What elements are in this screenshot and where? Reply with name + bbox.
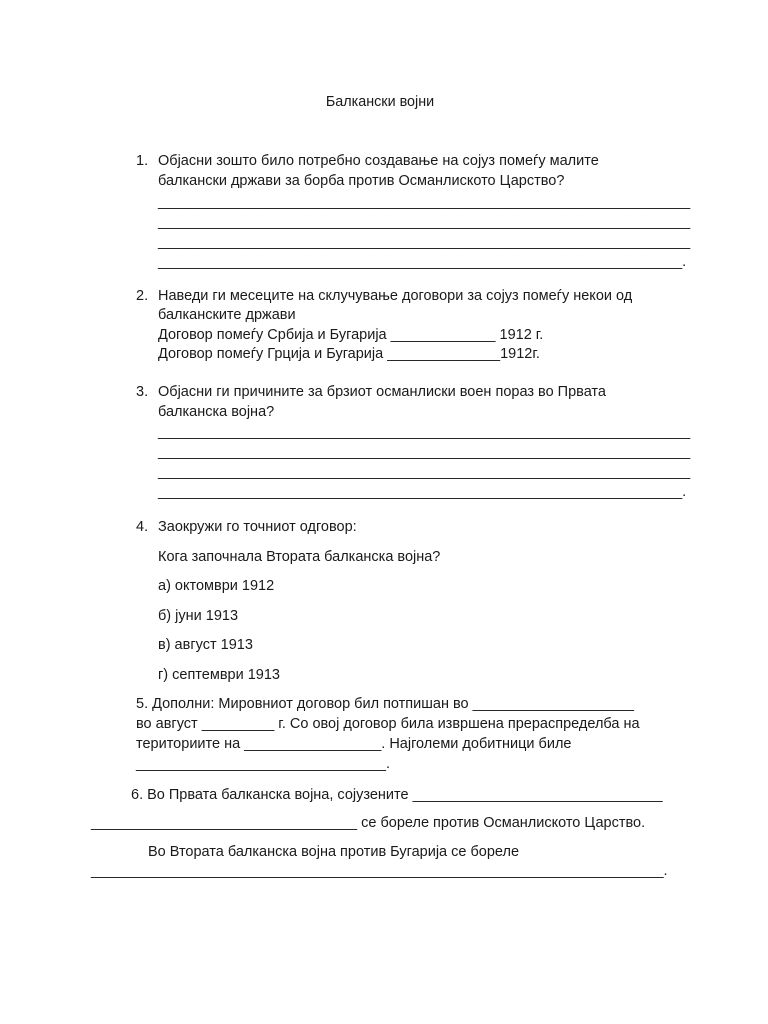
- question-number: 3.: [136, 384, 149, 400]
- question-text-line: _________________________________ се бореле против Османлиското Царство.: [91, 815, 646, 831]
- answer-line: __________________________________________________________________: [158, 214, 691, 230]
- page-title: Балкански војни: [325, 94, 435, 110]
- question-text-line: териториите на _________________. Најголеми добитници биле: [136, 736, 572, 752]
- question-text-line: балкански држави за борба против Османлиското Царство?: [158, 173, 565, 189]
- question-text-line: 5. Дополни: Мировниот договор бил потпишан во ____________________: [136, 696, 634, 712]
- question-text-line: Наведи ги месеците на склучување договори за сојуз помеѓу некои од: [158, 288, 633, 304]
- answer-option: г) септември 1913: [158, 667, 280, 683]
- question-text-line: Во Втората балканска војна против Бугарија се бореле: [148, 844, 520, 860]
- answer-line: _________________________________________________________________.: [158, 484, 687, 500]
- answer-line: __________________________________________________________________: [158, 424, 691, 440]
- question-number: 4.: [136, 519, 149, 535]
- answer-line: __________________________________________________________________: [158, 444, 691, 460]
- question-text-line: Објасни зошто било потребно создавање на сојуз помеѓу малите: [158, 153, 599, 169]
- question-text-line: Објасни ги причините за брзиот османлиски воен пораз во Првата: [158, 384, 606, 400]
- answer-option: б) јуни 1913: [158, 608, 239, 624]
- answer-line: __________________________________________________________________: [158, 194, 691, 210]
- answer-line: __________________________________________________________________: [158, 464, 691, 480]
- question-text-line: во август _________ г. Со овој договор била извршена прераспределба на: [136, 716, 640, 732]
- question-number: 2.: [136, 288, 149, 304]
- question-text-line: балканските држави: [158, 307, 296, 323]
- question-text-line: _______________________________.: [136, 756, 391, 772]
- treaty-line: Договор помеѓу Србија и Бугарија _____________ 1912 г.: [158, 327, 544, 343]
- treaty-line: Договор помеѓу Грција и Бугарија ______________1912г.: [158, 346, 540, 362]
- question-text-line: балканска војна?: [158, 404, 275, 420]
- question-text-line: 6. Во Првата балканска војна, сојузените _______________________________: [131, 787, 663, 803]
- question-text-line: Кога започнала Втората балканска војна?: [158, 549, 441, 565]
- answer-option: в) август 1913: [158, 637, 253, 653]
- question-instruction: Заокружи го точниот одговор:: [158, 519, 357, 535]
- question-number: 1.: [136, 153, 149, 169]
- answer-line: _________________________________________________________________.: [158, 254, 687, 270]
- answer-option: а) октомври 1912: [158, 578, 275, 594]
- answer-line: _______________________________________________________________________.: [91, 863, 668, 879]
- answer-line: __________________________________________________________________: [158, 234, 691, 250]
